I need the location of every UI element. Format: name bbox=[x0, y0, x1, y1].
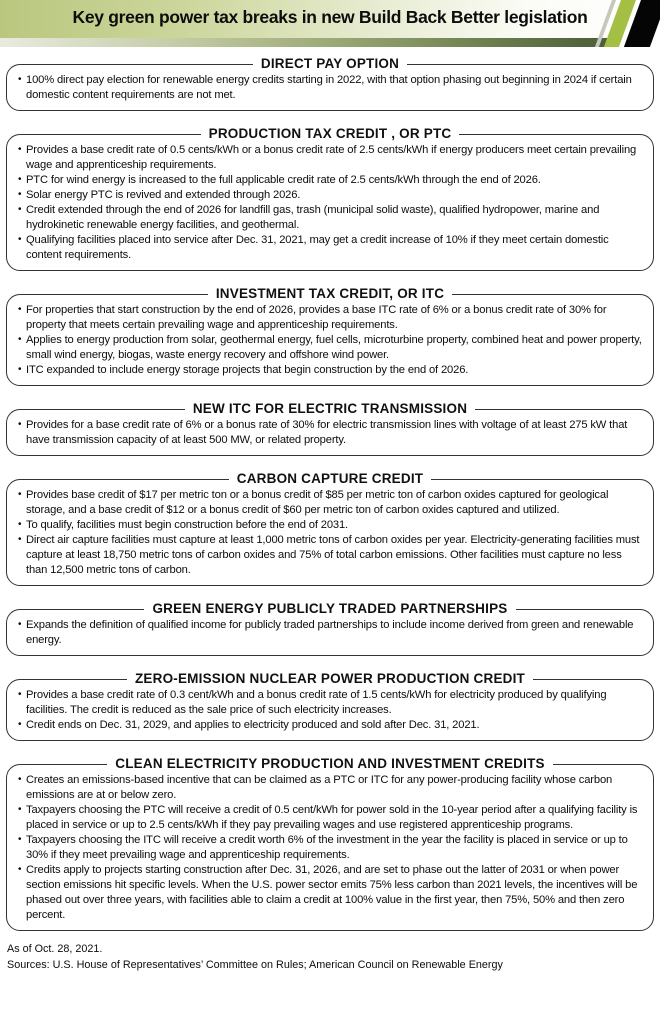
bullet-list bbox=[17, 418, 645, 448]
bullet-item: • Direct air capture facilities must capture at least 1,000 metric tons of carbon oxides per year. Electricity-generating facilities must capture at least 18,750 metric tons of carbon oxides and 75% of total carbon emissions. Other facilities must capture no less than 12,500 metric tons of carbon. bbox=[17, 533, 645, 578]
section-title-text: CARBON CAPTURE CREDIT bbox=[229, 471, 431, 486]
bullet-item: • 100% direct pay election for renewable energy credits starting in 2022, with that option phasing out beginning in 2024 if certain domestic content requirements are not met. bbox=[17, 73, 645, 103]
sections bbox=[0, 56, 660, 931]
section-itc bbox=[6, 286, 654, 386]
bullet-item: • Provides a base credit rate of 0.5 cents/kWh or a bonus credit rate of 2.5 cents/kWh if energy producers meet certain prevailing wage and apprenticeship requirements. bbox=[17, 143, 645, 173]
bullet-list bbox=[17, 143, 645, 263]
bullet-item: • Taxpayers choosing the PTC will receive a credit of 0.5 cent/kWh for power sold in the 10-year period after a qualifying facility is placed in service or up to 2.5 cents/kWh if they pay prevailing wages and use registered apprenticeship programs. bbox=[17, 803, 645, 833]
section-title-text: NEW ITC FOR ELECTRIC TRANSMISSION bbox=[185, 401, 475, 416]
section-title-text: INVESTMENT TAX CREDIT, OR ITC bbox=[208, 286, 452, 301]
bullet-item: • Creates an emissions-based incentive that can be claimed as a PTC or ITC for any power-producing facility whose carbon emissions are at or below zero. bbox=[17, 773, 645, 803]
section-ptc bbox=[6, 126, 654, 271]
bullet-item: • Expands the definition of qualified income for publicly traded partnerships to include income derived from green and renewable energy. bbox=[17, 618, 645, 648]
section-title bbox=[7, 125, 653, 143]
bullet-item: • Provides for a base credit rate of 6% or a bonus rate of 30% for electric transmission lines with voltage of at least 275 kW that have transmission capacity of at least 500 MW, or related property. bbox=[17, 418, 645, 448]
bullet-item: • Provides a base credit rate of 0.3 cent/kWh and a bonus credit rate of 1.5 cents/kWh for electricity produced by qualifying facilities. The credit is reduced as the sale price of such electricity increases. bbox=[17, 688, 645, 718]
section-direct-pay bbox=[6, 56, 654, 111]
bullet-item: • ITC expanded to include energy storage projects that begin construction by the end of 2026. bbox=[17, 363, 645, 378]
header-banner bbox=[0, 0, 660, 47]
section-title bbox=[7, 285, 653, 303]
section-clean-electricity bbox=[6, 756, 654, 931]
section-title bbox=[7, 400, 653, 418]
section-title bbox=[7, 755, 653, 773]
bullet-list bbox=[17, 618, 645, 648]
footer bbox=[0, 942, 660, 973]
bullet-item: • Provides base credit of $17 per metric ton or a bonus credit of $85 per metric ton of carbon oxides captured for geological storage, and a base credit of $12 or a bonus credit of $60 per metric ton of carbon oxides captured and utilized. bbox=[17, 488, 645, 518]
sources-line: Sources: U.S. House of Representatives’ Committee on Rules; American Council on Renewable Energy bbox=[7, 958, 503, 971]
bullet-item: • Applies to energy production from solar, geothermal energy, fuel cells, microturbine property, combined heat and power property, small wind energy, biogas, waste energy recovery and offshore wind power. bbox=[17, 333, 645, 363]
page-title: Key green power tax breaks in new Build Back Better legislation bbox=[72, 7, 588, 27]
bullet-item: • Qualifying facilities placed into service after Dec. 31, 2021, may get a credit increase of 10% if they meet certain domestic content requirements. bbox=[17, 233, 645, 263]
bullet-item: • Credit ends on Dec. 31, 2029, and applies to electricity produced and sold after Dec. 31, 2021. bbox=[17, 718, 645, 733]
section-new-itc-transmission bbox=[6, 401, 654, 456]
section-title-text: PRODUCTION TAX CREDIT , OR PTC bbox=[201, 126, 460, 141]
as-of-date: As of Oct. 28, 2021. bbox=[7, 943, 103, 955]
section-title-text: CLEAN ELECTRICITY PRODUCTION AND INVESTMENT CREDITS bbox=[107, 756, 552, 771]
section-title-text: DIRECT PAY OPTION bbox=[253, 56, 407, 71]
bullet-item: • Credits apply to projects starting construction after Dec. 31, 2026, and are set to phase out the latter of 2031 or when power section emissions hit specific levels. When the U.S. power sector emits 75% less carbon than 2021 levels, the incentives will be phased out over three years, with facilities able to claim a credit at 100% value in the first year, then 75%, 50% and then zero percent. bbox=[17, 863, 645, 923]
section-zero-emission-nuclear bbox=[6, 671, 654, 741]
section-title bbox=[7, 670, 653, 688]
bullet-item: • Credit extended through the end of 2026 for landfill gas, trash (municipal solid waste), qualified hydropower, marine and hydrokinetic renewable energy facilities, and geothermal. bbox=[17, 203, 645, 233]
bullet-item: • Solar energy PTC is revived and extended through 2026. bbox=[17, 188, 645, 203]
section-carbon-capture bbox=[6, 471, 654, 586]
bullet-list bbox=[17, 773, 645, 923]
bullet-item: • PTC for wind energy is increased to the full applicable credit rate of 2.5 cents/kWh through the end of 2026. bbox=[17, 173, 645, 188]
bullet-list bbox=[17, 303, 645, 378]
section-title bbox=[7, 55, 653, 73]
section-green-ptp bbox=[6, 601, 654, 656]
section-title bbox=[7, 470, 653, 488]
section-title-text: ZERO-EMISSION NUCLEAR POWER PRODUCTION CREDIT bbox=[127, 671, 533, 686]
bullet-item: • For properties that start construction by the end of 2026, provides a base ITC rate of 6% or a bonus credit rate of 30% for property that meets certain prevailing wage and apprenticeship requirements. bbox=[17, 303, 645, 333]
bullet-list bbox=[17, 488, 645, 578]
bullet-list bbox=[17, 73, 645, 103]
section-title bbox=[7, 600, 653, 618]
bullet-item: • To qualify, facilities must begin construction before the end of 2031. bbox=[17, 518, 645, 533]
bullet-list bbox=[17, 688, 645, 733]
bullet-item: • Taxpayers choosing the ITC will receive a credit worth 6% of the investment in the year the facility is placed in service or up to 30% if they meet prevailing wage and apprenticeship requirements. bbox=[17, 833, 645, 863]
header-olive-bar bbox=[0, 38, 616, 47]
section-title-text: GREEN ENERGY PUBLICLY TRADED PARTNERSHIPS bbox=[144, 601, 515, 616]
